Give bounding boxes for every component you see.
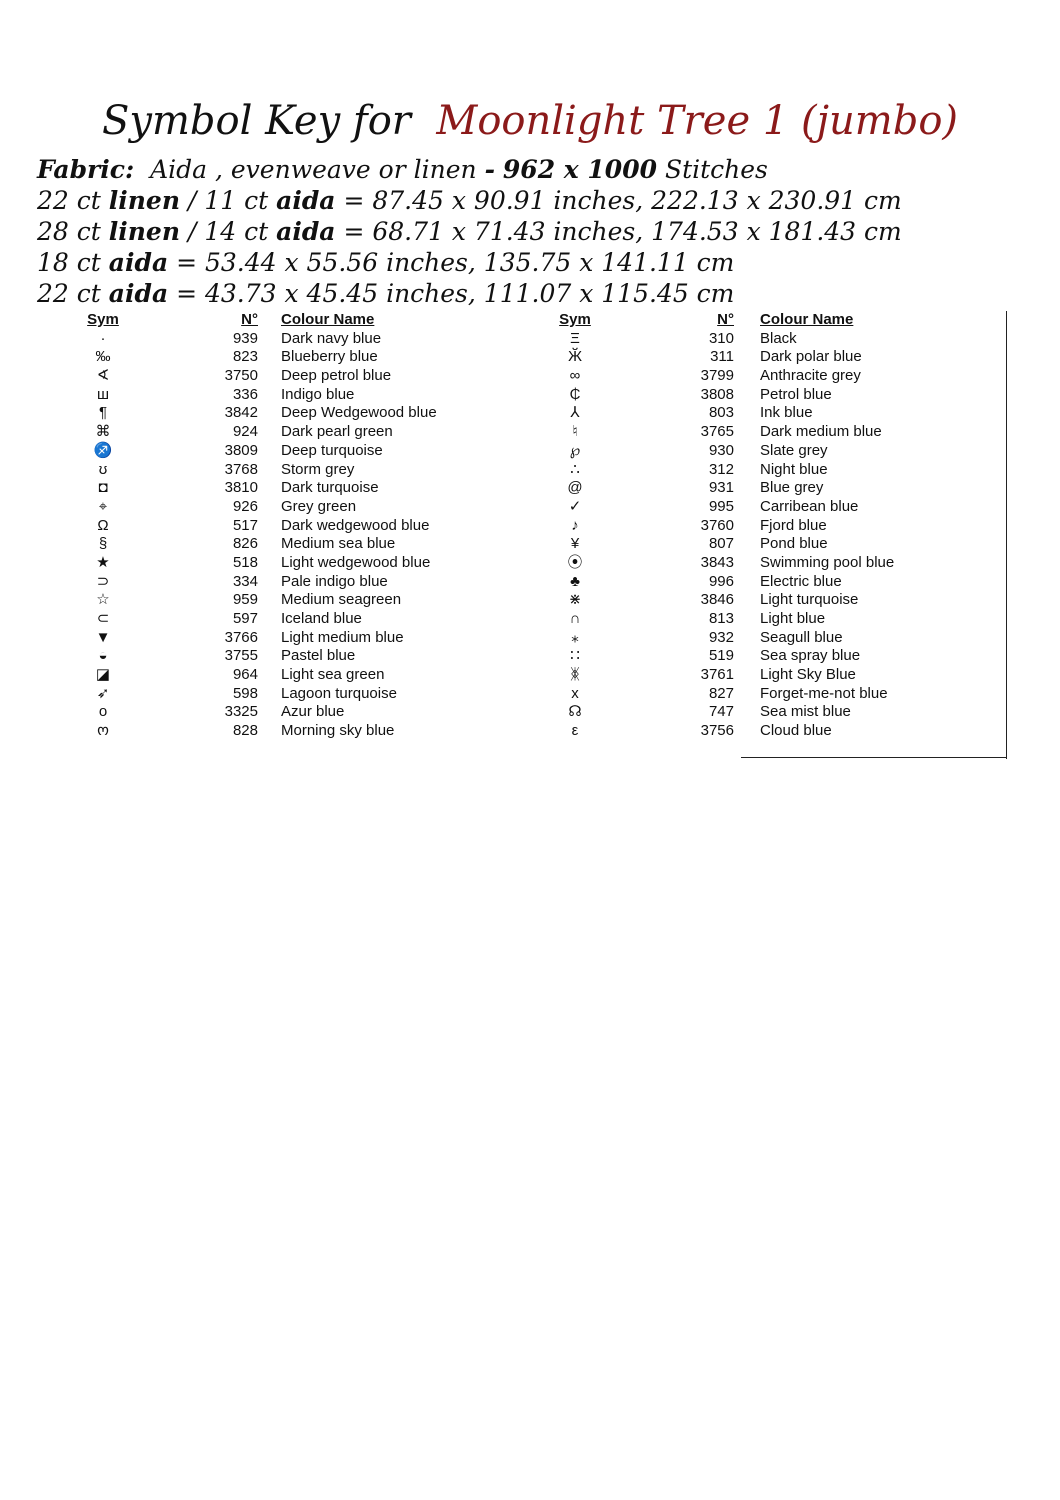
row-symbol: @	[567, 479, 583, 497]
row-colour-name: Deep petrol blue	[281, 367, 392, 385]
row-number: 312	[708, 460, 734, 478]
size-line	[37, 216, 902, 247]
symbol-table-right	[0, 311, 1060, 741]
pattern-name: Moonlight Tree 1 (jumbo)	[436, 98, 958, 144]
fabric-types: Aida , evenweave or linen	[150, 155, 477, 184]
stitch-count: 962 x 1000	[502, 155, 657, 184]
row-number: 996	[708, 572, 734, 590]
row-colour-name: Light sea green	[281, 666, 385, 684]
row-symbol: ☆	[96, 591, 110, 609]
row-symbol: ◘	[98, 479, 108, 497]
row-colour-name: Seagull blue	[760, 628, 843, 646]
table-row	[0, 423, 1060, 442]
row-colour-name: Storm grey	[281, 460, 355, 478]
row-symbol: ✓	[568, 497, 582, 515]
row-symbol: ε	[571, 722, 579, 740]
table-row	[0, 685, 1060, 704]
size-material: aida	[276, 186, 336, 215]
row-colour-name: Fjord blue	[760, 516, 827, 534]
row-symbol: ➶	[96, 684, 110, 702]
row-colour-name: Deep Wedgewood blue	[281, 404, 437, 422]
row-symbol: ш	[96, 385, 110, 403]
row-number: 3325	[224, 703, 258, 721]
row-colour-name: Carribean blue	[760, 497, 859, 515]
table-body	[0, 330, 1060, 741]
row-colour-name: Cloud blue	[760, 722, 832, 740]
row-symbol: o	[98, 703, 108, 721]
row-number: 3843	[700, 553, 734, 571]
table-row	[0, 610, 1060, 629]
row-colour-name: Light medium blue	[281, 628, 404, 646]
row-colour-name: Dark wedgewood blue	[281, 516, 430, 534]
header-name: Colour Name	[281, 311, 375, 328]
row-number: 3842	[224, 404, 258, 422]
row-colour-name: Dark medium blue	[760, 423, 882, 441]
size-line	[37, 185, 902, 216]
row-number: 926	[232, 497, 258, 515]
row-number: 598	[232, 684, 258, 702]
table-row	[0, 479, 1060, 498]
size-line	[37, 247, 902, 278]
row-number: 336	[232, 385, 258, 403]
row-symbol: Ω	[97, 516, 109, 534]
table-row	[0, 554, 1060, 573]
row-colour-name: Azur blue	[281, 703, 345, 721]
page-title	[0, 98, 1060, 144]
table-row	[0, 386, 1060, 405]
row-symbol: ☊	[568, 703, 582, 721]
row-colour-name: Pastel blue	[281, 647, 356, 665]
row-number: 3810	[224, 479, 258, 497]
size-dimensions: = 87.45 x 90.91 inches, 222.13 x 230.91 cm	[343, 186, 902, 215]
row-colour-name: Night blue	[760, 460, 828, 478]
fabric-sep: -	[484, 155, 495, 184]
size-count: / 14 ct	[187, 217, 269, 246]
table-row	[0, 498, 1060, 517]
row-number: 517	[232, 516, 258, 534]
row-colour-name: Blue grey	[760, 479, 824, 497]
row-symbol: ‰	[95, 348, 111, 366]
row-number: 3808	[700, 385, 734, 403]
row-number: 747	[708, 703, 734, 721]
row-colour-name: Dark polar blue	[760, 348, 862, 366]
row-colour-name: Slate grey	[760, 441, 828, 459]
row-number: 3846	[700, 591, 734, 609]
size-material: linen	[108, 217, 181, 246]
row-symbol: ∩	[569, 610, 581, 627]
row-symbol: Ӂ	[568, 348, 582, 366]
header-num: N°	[241, 311, 258, 328]
table-row	[0, 517, 1060, 536]
row-colour-name: Electric blue	[760, 572, 842, 590]
fabric-info	[37, 154, 902, 309]
stitches-label: Stitches	[664, 155, 768, 184]
row-colour-name: Ink blue	[760, 404, 813, 422]
row-number: 803	[708, 404, 734, 422]
row-number: 3756	[700, 722, 734, 740]
row-number: 932	[708, 628, 734, 646]
row-number: 959	[232, 591, 258, 609]
row-symbol: ⊂	[96, 610, 110, 627]
table-row	[0, 722, 1060, 741]
row-colour-name: Morning sky blue	[281, 722, 395, 740]
title-prefix: Symbol Key for	[101, 98, 411, 144]
size-count: 18 ct	[37, 248, 101, 277]
row-symbol: Ξ	[570, 329, 580, 347]
row-colour-name: Pond blue	[760, 535, 828, 553]
table-border-right	[1006, 311, 1007, 759]
row-number: 813	[708, 610, 734, 627]
row-colour-name: Light wedgewood blue	[281, 553, 431, 571]
row-colour-name: Anthracite grey	[760, 367, 861, 385]
row-colour-name: Sea mist blue	[760, 703, 851, 721]
size-line	[37, 278, 902, 309]
row-colour-name: Medium sea blue	[281, 535, 396, 553]
header-name: Colour Name	[760, 311, 854, 328]
row-number: 3809	[224, 441, 258, 459]
row-symbol: ⊃	[96, 572, 110, 590]
row-number: 826	[232, 535, 258, 553]
size-material: aida	[276, 217, 336, 246]
table-border-bottom	[741, 757, 1007, 758]
row-symbol: ♐	[93, 441, 113, 459]
row-symbol: ◒	[98, 647, 108, 665]
row-colour-name: Lagoon turquoise	[281, 684, 397, 702]
row-symbol: ∷	[570, 647, 580, 665]
table-row	[0, 647, 1060, 666]
row-colour-name: Iceland blue	[281, 610, 362, 627]
header-sym: Sym	[87, 311, 119, 328]
row-colour-name: Blueberry blue	[281, 348, 378, 366]
row-number: 807	[708, 535, 734, 553]
row-number: 823	[232, 348, 258, 366]
table-row	[0, 703, 1060, 722]
row-symbol: ∢	[96, 367, 110, 385]
row-number: 930	[708, 441, 734, 459]
row-symbol: ⌖	[98, 497, 108, 515]
row-number: 311	[710, 348, 734, 366]
row-symbol: ★	[96, 553, 110, 571]
size-dimensions: = 43.73 x 45.45 inches, 111.07 x 115.45 cm	[176, 279, 735, 308]
row-number: 3755	[224, 647, 258, 665]
row-number: 3768	[224, 460, 258, 478]
row-number: 827	[708, 684, 734, 702]
row-symbol: ⅄	[570, 404, 580, 422]
row-symbol: ¶	[98, 404, 108, 422]
table-row	[0, 348, 1060, 367]
row-colour-name: Indigo blue	[281, 385, 355, 403]
row-symbol: ᛤ	[570, 666, 580, 684]
row-number: 518	[232, 553, 258, 571]
row-colour-name: Deep turquoise	[281, 441, 383, 459]
fabric-line	[37, 154, 902, 185]
row-symbol: x	[571, 684, 579, 702]
row-symbol: ◪	[95, 666, 111, 684]
row-number: 3761	[700, 666, 734, 684]
row-symbol: ⁎	[571, 628, 579, 646]
row-number: 3766	[224, 628, 258, 646]
row-symbol: ⋇	[568, 591, 582, 609]
header-num: N°	[717, 311, 734, 328]
row-colour-name: Petrol blue	[760, 385, 832, 403]
row-number: 931	[708, 479, 734, 497]
table-row	[0, 666, 1060, 685]
row-colour-name: Black	[760, 329, 797, 347]
row-number: 924	[232, 423, 258, 441]
table-row	[0, 629, 1060, 648]
row-colour-name: Dark navy blue	[281, 329, 382, 347]
table-row	[0, 573, 1060, 592]
size-dimensions: = 53.44 x 55.56 inches, 135.75 x 141.11 cm	[176, 248, 735, 277]
row-number: 964	[232, 666, 258, 684]
row-symbol: ¥	[570, 535, 580, 553]
row-colour-name: Grey green	[281, 497, 357, 515]
row-symbol: ⌘	[95, 423, 111, 441]
row-colour-name: Dark pearl green	[281, 423, 393, 441]
table-row	[0, 591, 1060, 610]
row-number: 995	[708, 497, 734, 515]
row-colour-name: Dark turquoise	[281, 479, 379, 497]
size-count: 22 ct	[37, 186, 101, 215]
row-symbol: ♮	[572, 423, 578, 441]
table-row	[0, 535, 1060, 554]
row-number: 3760	[700, 516, 734, 534]
table-row	[0, 330, 1060, 349]
size-count: / 11 ct	[187, 186, 269, 215]
row-colour-name: Light turquoise	[760, 591, 859, 609]
fabric-label: Fabric:	[37, 155, 135, 184]
row-number: 3750	[224, 367, 258, 385]
size-count: 28 ct	[37, 217, 101, 246]
row-symbol: ·	[100, 329, 106, 347]
row-number: 3765	[700, 423, 734, 441]
row-symbol: ▼	[95, 628, 111, 646]
size-count: 22 ct	[37, 279, 101, 308]
row-symbol: ო	[97, 722, 109, 740]
row-number: 597	[232, 610, 258, 627]
row-symbol: §	[98, 535, 108, 553]
row-symbol: ∞	[569, 367, 581, 385]
row-colour-name: Forget-me-not blue	[760, 684, 888, 702]
row-colour-name: Medium seagreen	[281, 591, 402, 609]
size-dimensions: = 68.71 x 71.43 inches, 174.53 x 181.43 cm	[343, 217, 902, 246]
size-material: aida	[108, 279, 169, 308]
row-colour-name: Pale indigo blue	[281, 572, 388, 590]
row-symbol: ∴	[570, 460, 580, 478]
table-row	[0, 461, 1060, 480]
table-row	[0, 442, 1060, 461]
table-header	[0, 311, 1060, 330]
row-symbol: ♣	[570, 572, 580, 590]
row-colour-name: Swimming pool blue	[760, 553, 895, 571]
row-symbol: ₵	[569, 385, 581, 403]
row-symbol: ⦿	[567, 553, 583, 571]
row-symbol: ʊ	[98, 460, 108, 478]
row-colour-name: Light Sky Blue	[760, 666, 856, 684]
row-number: 310	[708, 329, 734, 347]
size-material: aida	[108, 248, 169, 277]
table-row	[0, 404, 1060, 423]
row-colour-name: Sea spray blue	[760, 647, 861, 665]
row-symbol: ℘	[569, 441, 581, 459]
row-number: 334	[232, 572, 258, 590]
header-sym: Sym	[559, 311, 591, 328]
size-material: linen	[108, 186, 181, 215]
row-symbol: ♪	[571, 516, 579, 534]
row-number: 3799	[700, 367, 734, 385]
row-colour-name: Light blue	[760, 610, 826, 627]
row-number: 939	[232, 329, 258, 347]
table-row	[0, 367, 1060, 386]
row-number: 519	[708, 647, 734, 665]
row-number: 828	[232, 722, 258, 740]
